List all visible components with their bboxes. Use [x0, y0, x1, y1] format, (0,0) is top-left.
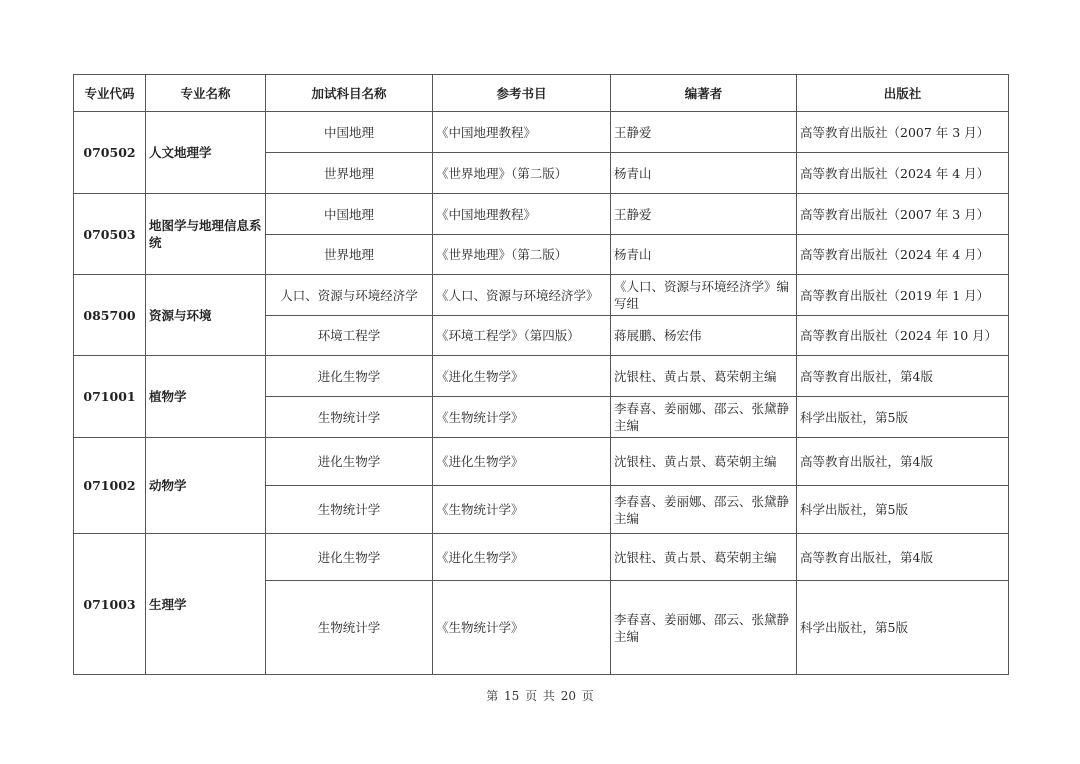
- author: 李春喜、姜丽娜、邵云、张黛静主编: [611, 397, 797, 438]
- author: 杨青山: [611, 235, 797, 275]
- header-publisher: 出版社: [797, 75, 1009, 112]
- major-name: 动物学: [146, 438, 266, 534]
- table-row: [74, 438, 1009, 486]
- author: 李春喜、姜丽娜、邵云、张黛静主编: [611, 486, 797, 534]
- reference-book: 《进化生物学》: [433, 438, 611, 486]
- publisher: 高等教育出版社，第4版: [797, 356, 1009, 397]
- header-book: 参考书目: [433, 75, 611, 112]
- header-subject: 加试科目名称: [266, 75, 433, 112]
- reference-book: 《中国地理教程》: [433, 112, 611, 153]
- author: 沈银柱、黄占景、葛荣朝主编: [611, 534, 797, 581]
- publisher: 高等教育出版社（2019 年 1 月）: [797, 275, 1009, 316]
- subject-name: 进化生物学: [266, 438, 433, 486]
- subject-name: 人口、资源与环境经济学: [266, 275, 433, 316]
- author: 沈银柱、黄占景、葛荣朝主编: [611, 356, 797, 397]
- publisher: 高等教育出版社，第4版: [797, 534, 1009, 581]
- table-row: [74, 194, 1009, 235]
- table-row: [74, 275, 1009, 316]
- page-number: 第 15 页 共 20 页: [486, 689, 594, 703]
- publisher: 高等教育出版社（2007 年 3 月）: [797, 194, 1009, 235]
- major-name: 人文地理学: [146, 112, 266, 194]
- reference-books-table: [73, 74, 1009, 675]
- major-code: 085700: [74, 275, 146, 356]
- subject-name: 生物统计学: [266, 486, 433, 534]
- header-author: 编著者: [611, 75, 797, 112]
- subject-name: 世界地理: [266, 235, 433, 275]
- publisher: 科学出版社，第5版: [797, 397, 1009, 438]
- reference-book: 《中国地理教程》: [433, 194, 611, 235]
- author: 蒋展鹏、杨宏伟: [611, 316, 797, 356]
- major-code: 071001: [74, 356, 146, 438]
- author: 王静爱: [611, 194, 797, 235]
- subject-name: 进化生物学: [266, 356, 433, 397]
- reference-book: 《进化生物学》: [433, 534, 611, 581]
- publisher: 科学出版社，第5版: [797, 486, 1009, 534]
- major-name: 地图学与地理信息系统: [146, 194, 266, 275]
- subject-name: 中国地理: [266, 194, 433, 235]
- reference-book: 《人口、资源与环境经济学》: [433, 275, 611, 316]
- table-row: [74, 112, 1009, 153]
- reference-book: 《世界地理》（第二版）: [433, 153, 611, 194]
- table-row: [74, 356, 1009, 397]
- reference-book: 《世界地理》（第二版）: [433, 235, 611, 275]
- author: 《人口、资源与环境经济学》编写组: [611, 275, 797, 316]
- subject-name: 进化生物学: [266, 534, 433, 581]
- header-major: 专业名称: [146, 75, 266, 112]
- author: 李春喜、姜丽娜、邵云、张黛静主编: [611, 581, 797, 675]
- major-code: 070502: [74, 112, 146, 194]
- publisher: 高等教育出版社（2024 年 4 月）: [797, 235, 1009, 275]
- author: 王静爱: [611, 112, 797, 153]
- major-name: 植物学: [146, 356, 266, 438]
- reference-book: 《生物统计学》: [433, 397, 611, 438]
- table-header-row: [74, 75, 1009, 112]
- publisher: 高等教育出版社，第4版: [797, 438, 1009, 486]
- subject-name: 生物统计学: [266, 581, 433, 675]
- reference-book: 《生物统计学》: [433, 581, 611, 675]
- reference-book: 《环境工程学》（第四版）: [433, 316, 611, 356]
- subject-name: 环境工程学: [266, 316, 433, 356]
- major-code: 071003: [74, 534, 146, 675]
- author: 沈银柱、黄占景、葛荣朝主编: [611, 438, 797, 486]
- reference-book: 《生物统计学》: [433, 486, 611, 534]
- subject-name: 世界地理: [266, 153, 433, 194]
- author: 杨青山: [611, 153, 797, 194]
- table-row: [74, 534, 1009, 581]
- header-code: 专业代码: [74, 75, 146, 112]
- publisher: 高等教育出版社（2024 年 10 月）: [797, 316, 1009, 356]
- major-name: 资源与环境: [146, 275, 266, 356]
- publisher: 高等教育出版社（2024 年 4 月）: [797, 153, 1009, 194]
- publisher: 高等教育出版社（2007 年 3 月）: [797, 112, 1009, 153]
- subject-name: 生物统计学: [266, 397, 433, 438]
- major-name: 生理学: [146, 534, 266, 675]
- publisher: 科学出版社，第5版: [797, 581, 1009, 675]
- major-code: 070503: [74, 194, 146, 275]
- reference-book: 《进化生物学》: [433, 356, 611, 397]
- subject-name: 中国地理: [266, 112, 433, 153]
- major-code: 071002: [74, 438, 146, 534]
